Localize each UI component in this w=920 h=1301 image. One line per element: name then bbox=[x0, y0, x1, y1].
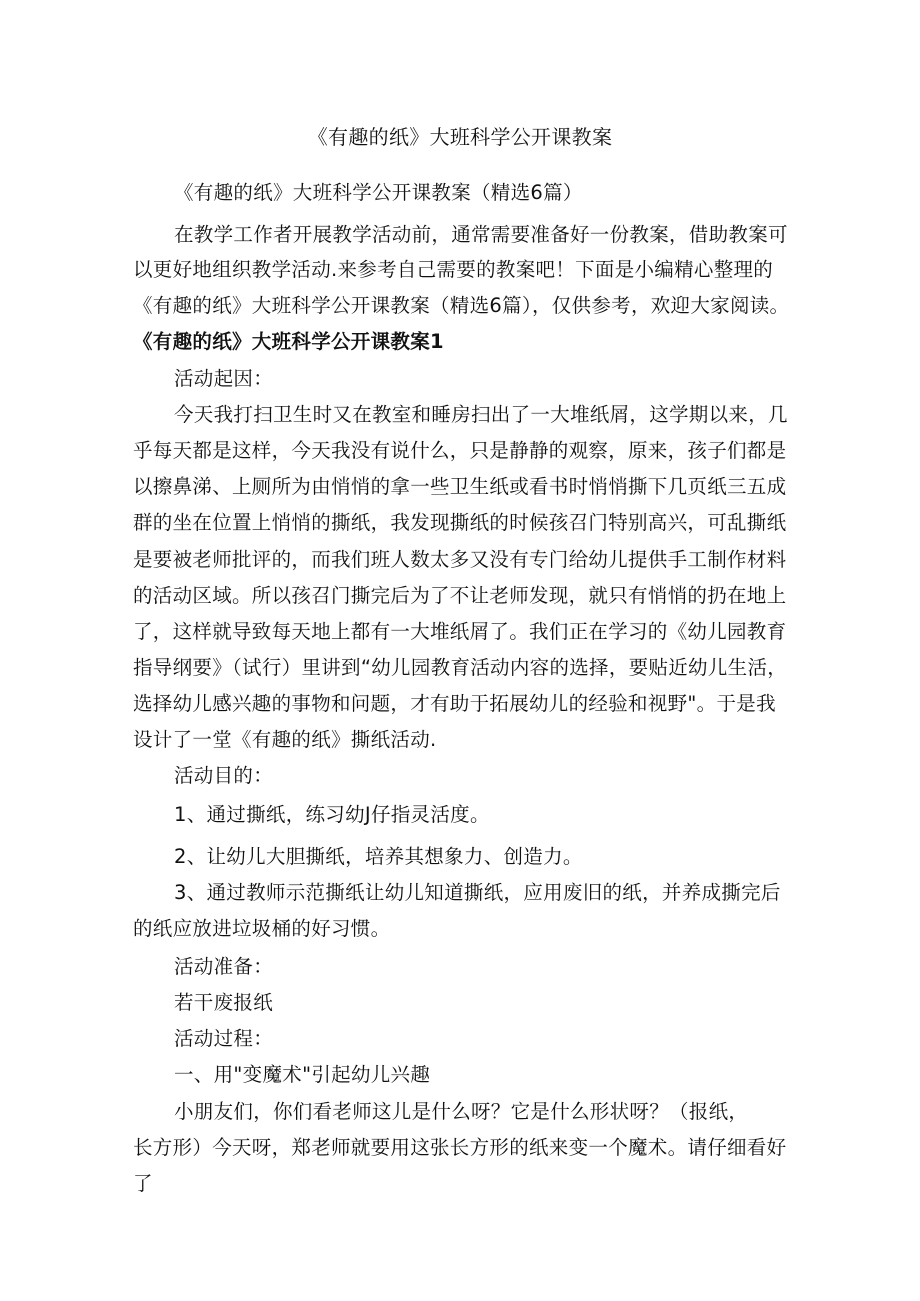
paragraph-line: 长方形）今天呀，郑老师就要用这张长方形的纸来变一个魔术。请仔细看好 bbox=[133, 1136, 787, 1159]
paragraph-line: 《有趣的纸》大班科学公开课教案（精选6篇），仅供参考，欢迎大家阅读。 bbox=[133, 294, 790, 317]
paragraph-line: 乎每天都是这样，今天我没有说什么，只是静静的观察，原来，孩子们都是 bbox=[133, 439, 787, 462]
subtitle-line: 《有趣的纸》大班科学公开课教案（精选6篇） bbox=[174, 181, 583, 204]
paragraph-line: 设计了一堂《有趣的纸》撕纸活动. bbox=[133, 728, 437, 751]
paragraph-line: 是要被老师批评的，而我们班人数太多又没有专门给幼儿提供手工制作材料 bbox=[133, 548, 787, 571]
paragraph-line: 今天我打扫卫生时又在教室和睡房扫出了一大堆纸屑，这学期以来，几 bbox=[174, 403, 788, 426]
section-heading: 《有趣的纸》大班科学公开课教案1 bbox=[133, 330, 444, 353]
paragraph-line: 的活动区域。所以孩召门撕完后为了不让老师发现，就只有悄悄的扔在地上 bbox=[133, 584, 787, 607]
paragraph-line: 在教学工作者开展教学活动前，通常需要准备好一份教案，借助教案可 bbox=[174, 223, 788, 246]
paragraph-line: 活动过程： bbox=[174, 1027, 274, 1050]
paragraph-line: 以更好地组织教学活动.来参考自己需要的教案吧！下面是小编精心整理的 bbox=[133, 258, 774, 281]
paragraph-line: 以擦鼻涕、上厕所为由悄悄的拿一些卫生纸或看书时悄悄撕下几页纸三五成 bbox=[133, 475, 787, 498]
document-title: 《有趣的纸》大班科学公开课教案 bbox=[307, 125, 613, 149]
paragraph-line: 选择幼儿感兴趣的事物和问题，才有助于拓展幼儿的经验和视野"。于是我 bbox=[133, 692, 776, 715]
paragraph-line: 了，这样就导致每天地上都有一大堆纸屑了。我们正在学习的《幼儿园教育 bbox=[133, 620, 787, 643]
list-item: 3、通过教师示范撕纸让幼儿知道撕纸，应用废旧的纸，并养成撕完后 bbox=[174, 881, 781, 904]
paragraph-line: 一、用"变魔术"引起幼儿兴趣 bbox=[174, 1063, 431, 1086]
paragraph-line: 群的坐在位置上悄悄的撕纸，我发现撕纸的时候孩召门特别高兴，可乱撕纸 bbox=[133, 511, 787, 534]
list-item: 2、让幼儿大胆撕纸，培养其想象力、创造力。 bbox=[174, 845, 583, 868]
paragraph-line: 活动起因： bbox=[174, 367, 274, 390]
paragraph-line: 指导纲要》（试行）里讲到“幼儿园教育活动内容的选择，要贴近幼儿生活， bbox=[133, 656, 788, 679]
list-item: 1、通过撕纸，练习幼J仔指灵活度。 bbox=[174, 803, 490, 826]
paragraph-line: 小朋友们，你们看老师这儿是什么呀？它是什么形状呀？（报纸， bbox=[174, 1100, 749, 1123]
paragraph-line: 活动目的： bbox=[174, 764, 274, 787]
paragraph-line: 了 bbox=[133, 1172, 153, 1195]
paragraph-line: 的纸应放进垃圾桶的好习惯。 bbox=[133, 917, 391, 940]
paragraph-line: 若干废报纸 bbox=[174, 991, 274, 1014]
paragraph-line: 活动准备： bbox=[174, 955, 274, 978]
